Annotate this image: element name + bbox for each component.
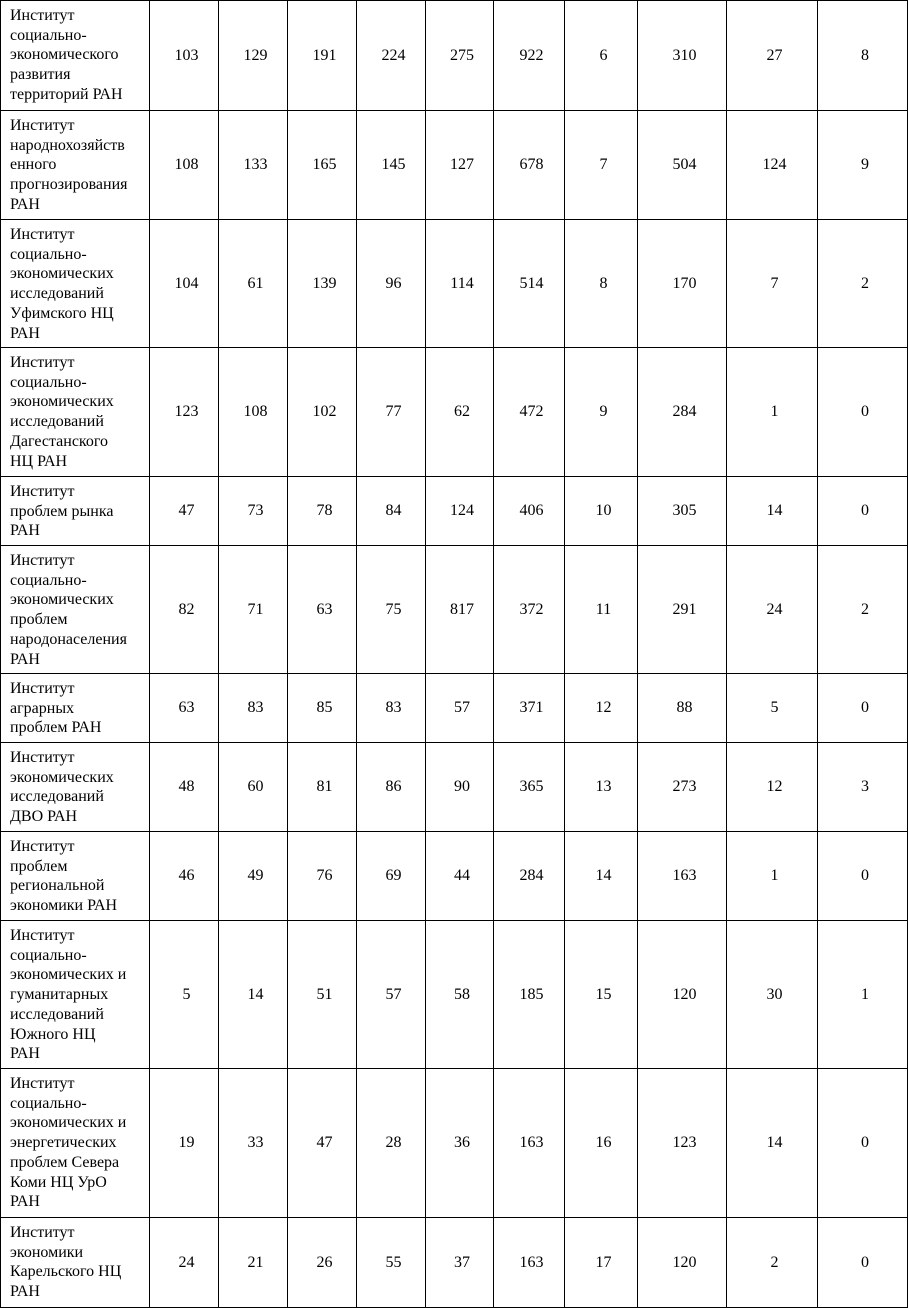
- value-cell: 504: [638, 111, 727, 220]
- value-cell: 2: [727, 1218, 818, 1308]
- value-cell: 73: [219, 477, 288, 546]
- value-cell: 69: [357, 832, 426, 921]
- value-cell: 47: [150, 477, 219, 546]
- value-cell: 129: [219, 1, 288, 111]
- value-cell: 406: [494, 477, 565, 546]
- value-cell: 49: [219, 832, 288, 921]
- value-cell: 2: [818, 546, 908, 674]
- value-cell: 371: [494, 674, 565, 743]
- value-cell: 275: [426, 1, 494, 111]
- value-cell: 85: [288, 674, 357, 743]
- value-cell: 108: [150, 111, 219, 220]
- value-cell: 90: [426, 743, 494, 832]
- value-cell: 0: [818, 1069, 908, 1218]
- value-cell: 84: [357, 477, 426, 546]
- value-cell: 1: [727, 832, 818, 921]
- value-cell: 124: [426, 477, 494, 546]
- value-cell: 165: [288, 111, 357, 220]
- value-cell: 36: [426, 1069, 494, 1218]
- table-body: [1, 1, 908, 1308]
- value-cell: 273: [638, 743, 727, 832]
- value-cell: 284: [638, 348, 727, 477]
- value-cell: 0: [818, 348, 908, 477]
- value-cell: 817: [426, 546, 494, 674]
- value-cell: 2: [818, 220, 908, 348]
- value-cell: 305: [638, 477, 727, 546]
- value-cell: 170: [638, 220, 727, 348]
- value-cell: 86: [357, 743, 426, 832]
- value-cell: 514: [494, 220, 565, 348]
- value-cell: 224: [357, 1, 426, 111]
- value-cell: 57: [357, 921, 426, 1069]
- value-cell: 24: [727, 546, 818, 674]
- value-cell: 291: [638, 546, 727, 674]
- value-cell: 76: [288, 832, 357, 921]
- value-cell: 75: [357, 546, 426, 674]
- value-cell: 71: [219, 546, 288, 674]
- table-row: [1, 1069, 908, 1218]
- value-cell: 133: [219, 111, 288, 220]
- value-cell: 124: [727, 111, 818, 220]
- institute-name-cell: Институт социально- экономического развития территорий РАН: [1, 1, 150, 111]
- value-cell: 163: [494, 1218, 565, 1308]
- value-cell: 108: [219, 348, 288, 477]
- value-cell: 678: [494, 111, 565, 220]
- institute-name-cell: Институт аграрных проблем РАН: [1, 674, 150, 743]
- value-cell: 83: [219, 674, 288, 743]
- value-cell: 3: [818, 743, 908, 832]
- institute-name-cell: Институт социально- экономических исследований Уфимского НЦ РАН: [1, 220, 150, 348]
- table-row: [1, 348, 908, 477]
- value-cell: 123: [638, 1069, 727, 1218]
- value-cell: 472: [494, 348, 565, 477]
- value-cell: 365: [494, 743, 565, 832]
- value-cell: 8: [565, 220, 638, 348]
- value-cell: 103: [150, 1, 219, 111]
- value-cell: 83: [357, 674, 426, 743]
- table-row: [1, 546, 908, 674]
- value-cell: 26: [288, 1218, 357, 1308]
- table-row: [1, 1, 908, 111]
- value-cell: 145: [357, 111, 426, 220]
- institute-name-cell: Институт социально- экономических исследований Дагестанского НЦ РАН: [1, 348, 150, 477]
- value-cell: 1: [818, 921, 908, 1069]
- table-row: [1, 111, 908, 220]
- value-cell: 310: [638, 1, 727, 111]
- value-cell: 284: [494, 832, 565, 921]
- value-cell: 9: [565, 348, 638, 477]
- value-cell: 15: [565, 921, 638, 1069]
- value-cell: 47: [288, 1069, 357, 1218]
- table-row: [1, 477, 908, 546]
- value-cell: 77: [357, 348, 426, 477]
- value-cell: 12: [727, 743, 818, 832]
- value-cell: 58: [426, 921, 494, 1069]
- value-cell: 104: [150, 220, 219, 348]
- value-cell: 63: [150, 674, 219, 743]
- value-cell: 82: [150, 546, 219, 674]
- value-cell: 102: [288, 348, 357, 477]
- value-cell: 922: [494, 1, 565, 111]
- value-cell: 1: [727, 348, 818, 477]
- value-cell: 123: [150, 348, 219, 477]
- value-cell: 163: [638, 832, 727, 921]
- value-cell: 12: [565, 674, 638, 743]
- value-cell: 191: [288, 1, 357, 111]
- value-cell: 120: [638, 921, 727, 1069]
- value-cell: 9: [818, 111, 908, 220]
- value-cell: 28: [357, 1069, 426, 1218]
- value-cell: 10: [565, 477, 638, 546]
- value-cell: 372: [494, 546, 565, 674]
- value-cell: 163: [494, 1069, 565, 1218]
- value-cell: 0: [818, 1218, 908, 1308]
- value-cell: 60: [219, 743, 288, 832]
- value-cell: 27: [727, 1, 818, 111]
- value-cell: 11: [565, 546, 638, 674]
- value-cell: 5: [150, 921, 219, 1069]
- value-cell: 14: [727, 477, 818, 546]
- value-cell: 24: [150, 1218, 219, 1308]
- value-cell: 7: [565, 111, 638, 220]
- value-cell: 17: [565, 1218, 638, 1308]
- institute-name-cell: Институт социально- экономических и энергетических проблем Севера Коми НЦ УрО РАН: [1, 1069, 150, 1218]
- value-cell: 46: [150, 832, 219, 921]
- value-cell: 14: [565, 832, 638, 921]
- value-cell: 0: [818, 477, 908, 546]
- value-cell: 61: [219, 220, 288, 348]
- value-cell: 44: [426, 832, 494, 921]
- table-row: [1, 832, 908, 921]
- value-cell: 62: [426, 348, 494, 477]
- institute-name-cell: Институт социально- экономических и гуманитарных исследований Южного НЦ РАН: [1, 921, 150, 1069]
- table-row: [1, 1218, 908, 1308]
- value-cell: 0: [818, 832, 908, 921]
- institute-name-cell: Институт проблем рынка РАН: [1, 477, 150, 546]
- value-cell: 19: [150, 1069, 219, 1218]
- value-cell: 127: [426, 111, 494, 220]
- value-cell: 96: [357, 220, 426, 348]
- value-cell: 8: [818, 1, 908, 111]
- institute-name-cell: Институт народнохозяйств енного прогнозирования РАН: [1, 111, 150, 220]
- value-cell: 13: [565, 743, 638, 832]
- value-cell: 6: [565, 1, 638, 111]
- table-row: [1, 921, 908, 1069]
- value-cell: 81: [288, 743, 357, 832]
- table-row: [1, 220, 908, 348]
- value-cell: 185: [494, 921, 565, 1069]
- value-cell: 120: [638, 1218, 727, 1308]
- value-cell: 114: [426, 220, 494, 348]
- value-cell: 14: [727, 1069, 818, 1218]
- value-cell: 7: [727, 220, 818, 348]
- value-cell: 51: [288, 921, 357, 1069]
- institute-name-cell: Институт проблем региональной экономики РАН: [1, 832, 150, 921]
- value-cell: 48: [150, 743, 219, 832]
- value-cell: 57: [426, 674, 494, 743]
- value-cell: 33: [219, 1069, 288, 1218]
- value-cell: 88: [638, 674, 727, 743]
- value-cell: 55: [357, 1218, 426, 1308]
- value-cell: 14: [219, 921, 288, 1069]
- value-cell: 63: [288, 546, 357, 674]
- value-cell: 0: [818, 674, 908, 743]
- institute-name-cell: Институт социально- экономических проблем народонаселения РАН: [1, 546, 150, 674]
- table-row: [1, 743, 908, 832]
- value-cell: 30: [727, 921, 818, 1069]
- value-cell: 139: [288, 220, 357, 348]
- value-cell: 37: [426, 1218, 494, 1308]
- value-cell: 21: [219, 1218, 288, 1308]
- institute-name-cell: Институт экономических исследований ДВО РАН: [1, 743, 150, 832]
- table-row: [1, 674, 908, 743]
- value-cell: 16: [565, 1069, 638, 1218]
- value-cell: 5: [727, 674, 818, 743]
- institute-name-cell: Институт экономики Карельского НЦ РАН: [1, 1218, 150, 1308]
- value-cell: 78: [288, 477, 357, 546]
